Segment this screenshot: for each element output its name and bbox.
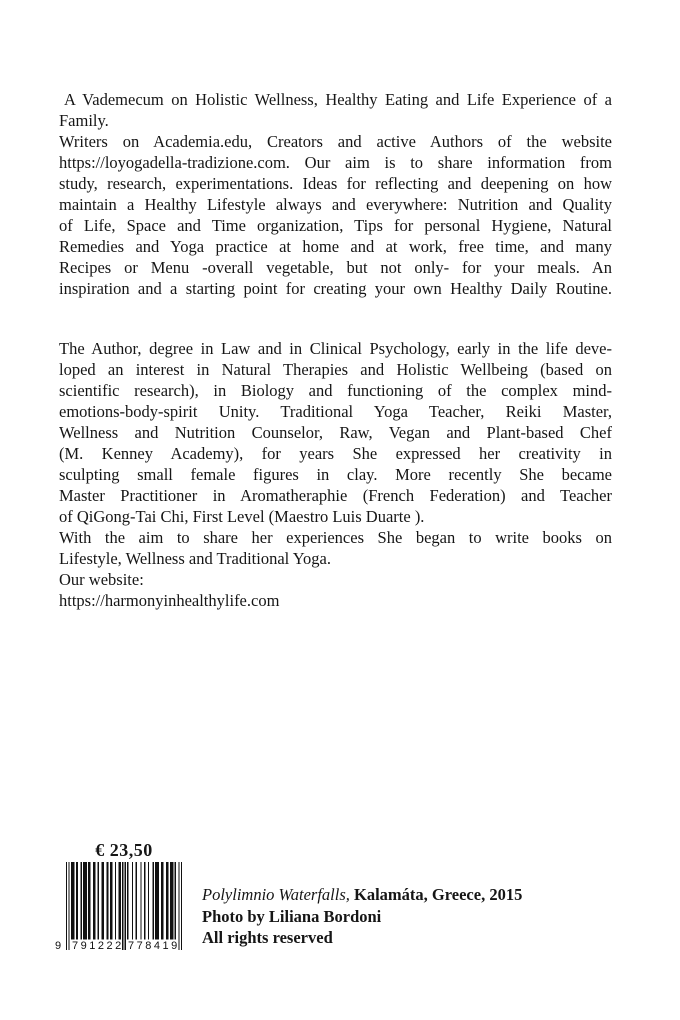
text-line: The Author, degree in Law and in Clinical Psychology, early in the life deve- — [59, 339, 612, 358]
barcode-digits — [55, 939, 182, 953]
text-line: emotions-body-spirit Unity. Traditional Yoga Teacher, Reiki Master, — [59, 402, 612, 421]
text-line: scientific research), in Biology and functioning of the complex mind- — [59, 381, 612, 400]
text-line: Writers on Academia.edu, Creators and active Authors of the website — [59, 132, 612, 151]
text-line: Master Practitioner in Aromatheraphie (French Federation) and Teacher — [59, 486, 612, 505]
photo-title: Polylimnio Waterfalls, — [202, 885, 350, 904]
text-line: maintain a Healthy Lifestyle always and everywhere: Nutrition and Quality — [59, 195, 612, 214]
text-line: (M. Kenney Academy), for years She expressed her creativity in — [59, 444, 612, 463]
text-line: Lifestyle, Wellness and Traditional Yoga. — [59, 549, 331, 568]
text-line: of QiGong-Tai Chi, First Level (Maestro Luis Duarte ). — [59, 507, 425, 526]
text-line: Recipes or Menu -overall vegetable, but not only- for your meals. An — [59, 258, 612, 277]
photo-credit-line-2: Photo by Liliana Bordoni — [202, 906, 382, 926]
barcode-prefix-digit: 9 — [55, 940, 62, 952]
text-line: of Life, Space and Time organization, Tips for personal Hygiene, Natural — [59, 216, 612, 235]
description-paragraph — [59, 89, 612, 299]
price-label: € 23,50 — [95, 840, 153, 860]
barcode-digit-group-2: 778419 — [128, 940, 180, 952]
text-line website-url: https://loyogadella-tradizione.com. Our aim is to share information from — [59, 153, 612, 172]
text-line website-url: https://harmonyinhealthylife.com — [59, 591, 280, 610]
photo-credit-line-3: All rights reserved — [202, 928, 333, 947]
text-line: loped an interest in Natural Therapies and Holistic Wellbeing (based on — [59, 360, 612, 379]
barcode-digit-group-1: 791222 — [72, 940, 124, 952]
barcode-bars — [66, 862, 182, 950]
text-line: Family. — [59, 111, 109, 130]
photo-credit — [202, 884, 522, 949]
text-line: Remedies and Yoga practice at home and at work, free time, and many — [59, 237, 612, 256]
photo-credit-line-1 — [202, 885, 522, 904]
text-line: A Vademecum on Holistic Wellness, Healthy Eating and Life Experience of a — [64, 90, 612, 109]
text-line: Our website: — [59, 570, 144, 589]
author-bio-paragraph — [59, 338, 612, 611]
text-line: study, research, experimentations. Ideas for reflecting and deepening on how — [59, 174, 612, 193]
text-line: sculpting small female figures in clay. More recently She became — [59, 465, 612, 484]
ean13-barcode — [55, 862, 182, 957]
text-line: Wellness and Nutrition Counselor, Raw, Vegan and Plant-based Chef — [59, 423, 612, 442]
text-line: inspiration and a starting point for creating your own Healthy Daily Routine. — [59, 279, 612, 298]
text-line: With the aim to share her experiences She began to write books on — [59, 528, 612, 547]
photo-location: Kalamáta, Greece, 2015 — [349, 885, 523, 904]
